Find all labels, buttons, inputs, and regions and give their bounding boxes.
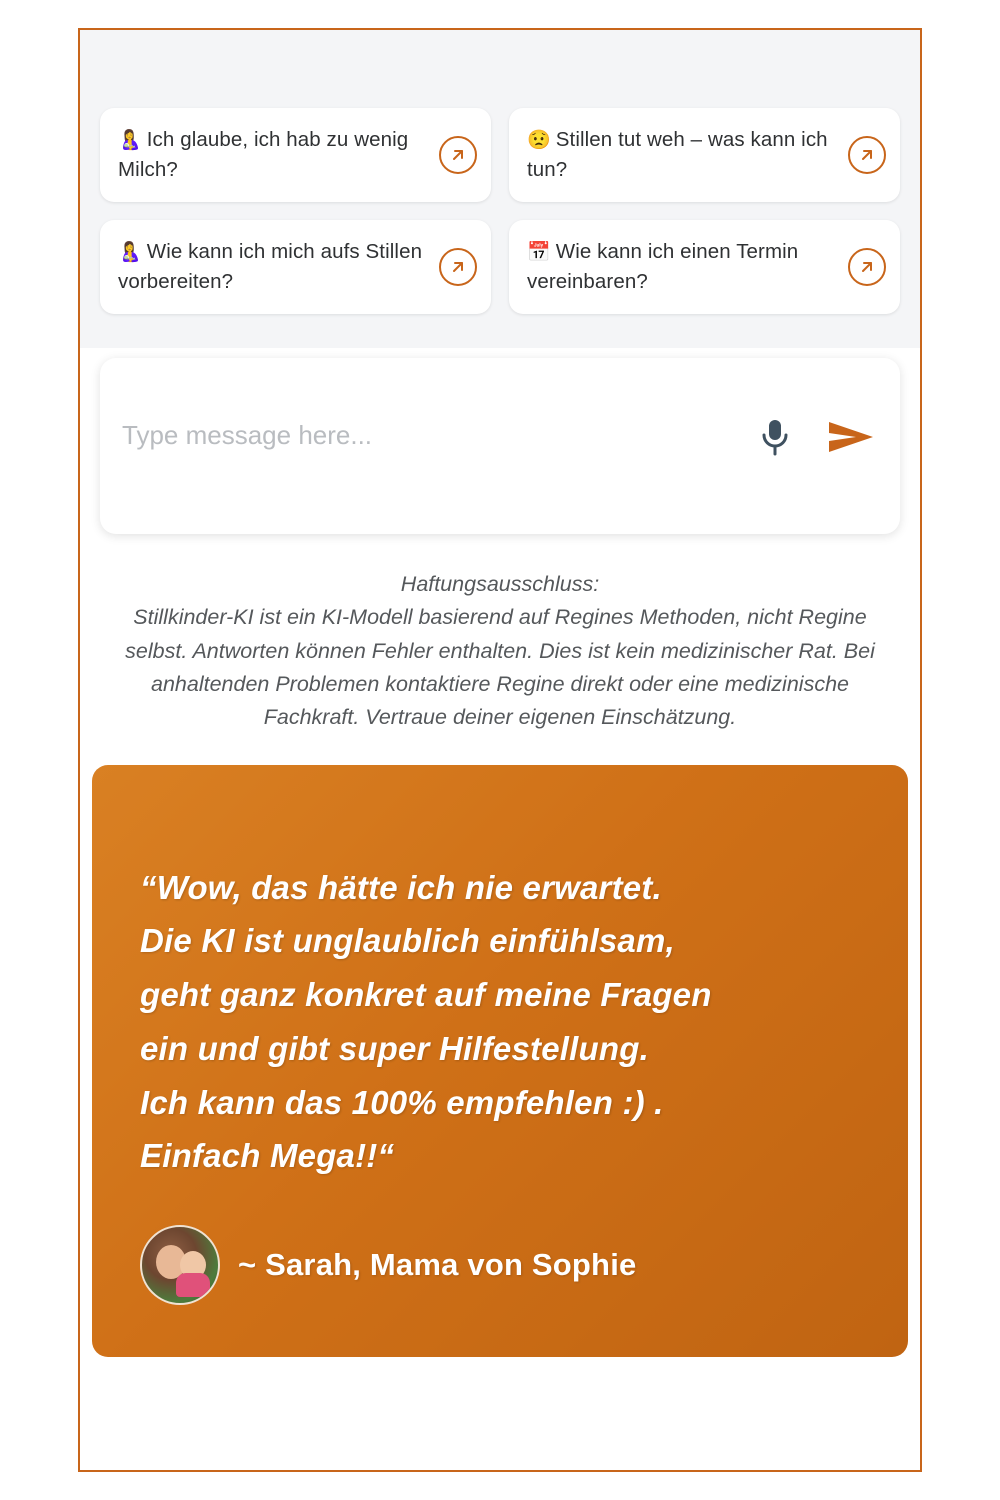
suggestion-label: 📅 Wie kann ich einen Termin vereinbaren? (527, 240, 799, 294)
composer-actions (758, 416, 882, 463)
quote-line: ein und gibt super Hilfestellung. (140, 1029, 649, 1067)
message-composer[interactable] (100, 358, 900, 534)
worried-face-emoji: 😟 (527, 130, 551, 152)
calendar-emoji: 📅 (527, 242, 551, 264)
suggestion-card[interactable] (509, 220, 900, 314)
arrow-up-right-icon[interactable] (848, 136, 886, 174)
suggestion-card[interactable] (509, 108, 900, 202)
arrow-up-right-icon[interactable] (439, 136, 477, 174)
testimonial-card (92, 765, 908, 1357)
breastfeeding-emoji: 🤱 (118, 130, 142, 152)
quote-line: Einfach Mega!!“ (140, 1137, 395, 1175)
send-paper-plane-icon[interactable] (826, 416, 876, 463)
disclaimer-text (80, 534, 920, 765)
suggestion-card[interactable] (100, 220, 491, 314)
composer-area (80, 358, 920, 534)
breastfeeding-emoji: 🤱 (118, 242, 142, 264)
disclaimer-title: Haftungsausschluss: (400, 572, 600, 596)
arrow-up-right-icon[interactable] (439, 248, 477, 286)
quote-line: geht ganz konkret auf meine Fragen (140, 976, 712, 1014)
quote-line: Die KI ist unglaublich einfühlsam, (140, 922, 675, 960)
message-input[interactable] (122, 420, 758, 451)
suggestion-label: 🤱 Ich glaube, ich hab zu wenig Milch? (118, 128, 409, 182)
app-frame (78, 28, 922, 1472)
testimonial-author-row (140, 1225, 860, 1305)
mother-and-baby-avatar (140, 1225, 220, 1305)
suggestion-card[interactable] (100, 108, 491, 202)
testimonial-author-name: ~ Sarah, Mama von Sophie (238, 1247, 637, 1283)
quote-line: “Wow, das hätte ich nie erwartet. (140, 868, 662, 906)
suggestion-label: 🤱 Wie kann ich mich aufs Stillen vorbereiten? (118, 240, 423, 294)
arrow-up-right-icon[interactable] (848, 248, 886, 286)
microphone-icon[interactable] (758, 416, 792, 463)
suggestions-panel (80, 30, 920, 348)
quote-line: Ich kann das 100% empfehlen :) . (140, 1083, 664, 1121)
disclaimer-body: Stillkinder-KI ist ein KI-Modell basierend auf Regines Methoden, nicht Regine selbst. Antworten können Fehler enthalten. Dies ist kein medizinischer Rat. Bei anhaltenden Problemen kontaktiere Regine direkt oder eine medizinische Fachkraft. Vertraue deiner eigenen Einschätzung. (125, 605, 875, 730)
testimonial-quote (140, 861, 860, 1184)
suggestions-grid (100, 48, 900, 314)
suggestion-label: 😟 Stillen tut weh – was kann ich tun? (527, 128, 828, 182)
